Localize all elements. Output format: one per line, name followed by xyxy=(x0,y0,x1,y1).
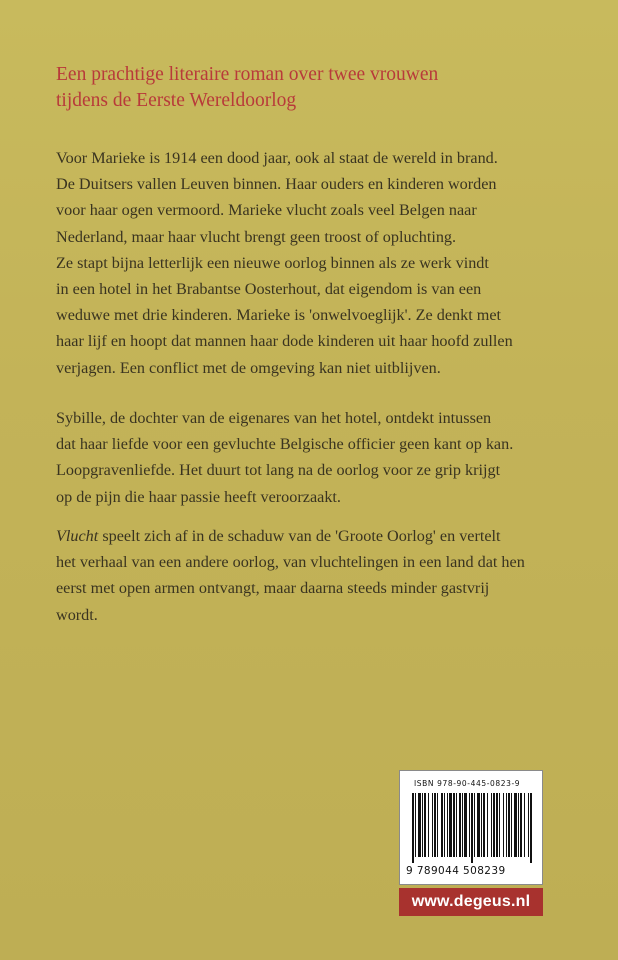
ean-digits: 9 789044 508239 xyxy=(406,865,506,877)
barcode-panel xyxy=(399,770,543,885)
blurb-paragraph-3 xyxy=(56,523,576,628)
isbn-label: ISBN 978-90-445-0823-9 xyxy=(414,779,521,788)
publisher-url-bar[interactable]: www.degeus.nl xyxy=(399,888,543,916)
blurb-paragraph-3-text: speelt zich af in de schaduw van de 'Groote Oorlog' en vertelt het verhaal van een andere oorlog, van vluchtelingen in een land dat hen eerst met open armen ontvangt, maar daarna steeds minder gastvrij wordt. xyxy=(56,527,525,624)
book-title-italic: Vlucht xyxy=(56,527,99,545)
cover-headline: Een prachtige literaire roman over twee vrouwen tijdens de Eerste Wereldoorlog xyxy=(56,64,439,111)
barcode-image xyxy=(412,793,532,863)
blurb-paragraph-2: Sybille, de dochter van de eigenares van het hotel, ontdekt intussen dat haar liefde voor een gevluchte Belgische officier geen kant op kan. Loopgravenliefde. Het duurt tot lang na de oorlog voor ze grip krijgt op de pijn die haar passie heeft veroorzaakt. xyxy=(56,409,514,506)
blurb-paragraph-1: Voor Marieke is 1914 een dood jaar, ook al staat de wereld in brand. De Duitsers vallen Leuven binnen. Haar ouders en kinderen worden voor haar ogen vermoord. Marieke vlucht zoals veel Belgen naar Nederland, maar haar vlucht brengt geen troost of opluchting. Ze stapt bijna letterlijk een nieuwe oorlog binnen als ze werk vindt in een hotel in het Brabantse Oosterhout, dat eigendom is van een weduwe met drie kinderen. Marieke is 'onwelvoeglijk'. Ze denkt met haar lijf en hoopt dat mannen haar dode kinderen uit haar hoofd zullen verjagen. Een conflict met de omgeving kan niet uitblijven. xyxy=(56,149,513,377)
